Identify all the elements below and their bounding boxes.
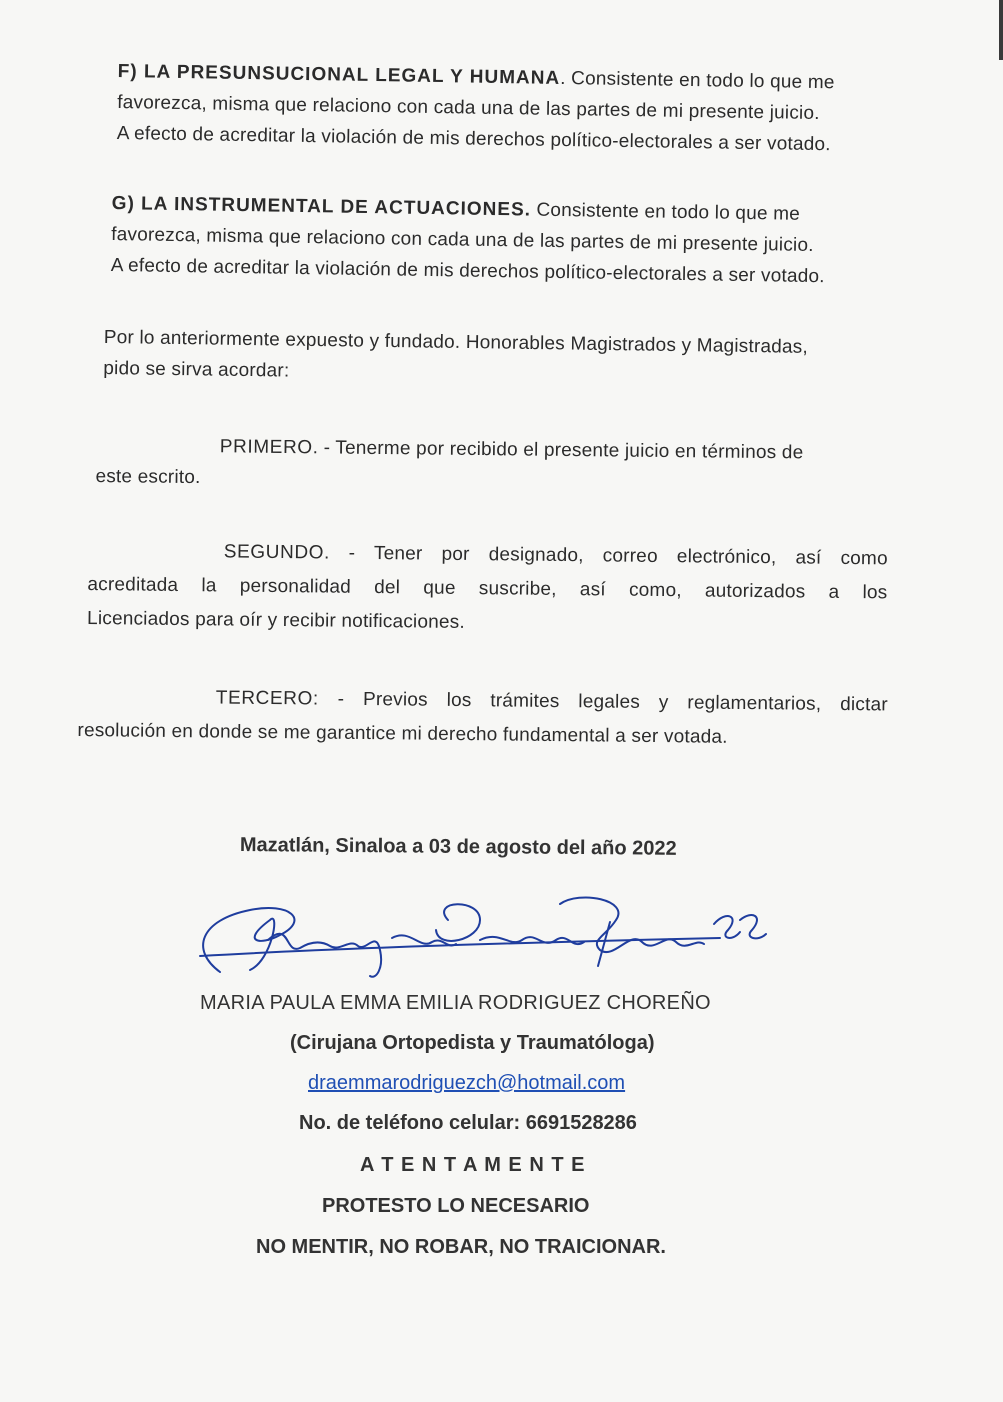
tercero-paragraph bbox=[77, 680, 888, 756]
segundo-paragraph bbox=[87, 534, 888, 644]
segundo-line2: acreditada la personalidad del que suscribe, así como, autorizados a los bbox=[87, 573, 888, 604]
signer-title: (Cirujana Ortopedista y Traumatóloga) bbox=[290, 1032, 655, 1054]
petition-line1: Por lo anteriormente expuesto y fundado. Honorables Magistrados y Magistradas, bbox=[103, 326, 809, 358]
tercero-label: TERCERO: bbox=[215, 687, 319, 710]
email-link[interactable]: draemmarodriguezch@hotmail.com bbox=[308, 1072, 626, 1094]
primero-paragraph bbox=[95, 430, 886, 500]
section-f-heading: F) LA PRESUNSUCIONAL LEGAL Y HUMANA bbox=[117, 60, 561, 89]
section-f-line2: favorezca, misma que relaciono con cada una de las partes de mi presente juicio. bbox=[117, 91, 820, 125]
motto: NO MENTIR, NO ROBAR, NO TRAICIONAR. bbox=[256, 1236, 666, 1258]
section-f bbox=[117, 56, 878, 161]
tercero-text: - Previos los trámites legales y reglamentarios, dictar bbox=[337, 688, 888, 716]
section-g bbox=[111, 188, 880, 293]
signer-name: MARIA PAULA EMMA EMILIA RODRIGUEZ CHOREÑO bbox=[200, 992, 711, 1014]
primero-label: PRIMERO bbox=[219, 436, 313, 459]
protesto: PROTESTO LO NECESARIO bbox=[322, 1195, 590, 1217]
phone-number: No. de teléfono celular: 6691528286 bbox=[299, 1112, 637, 1134]
segundo-line3: Licenciados para oír y recibir notificaciones. bbox=[87, 607, 465, 633]
section-g-heading: G) LA INSTRUMENTAL DE ACTUACIONES. bbox=[111, 192, 532, 221]
tercero-line2: resolución en donde se me garantice mi derecho fundamental a ser votada. bbox=[77, 719, 728, 748]
segundo-text: . - Tener por designado, correo electrónico, así como bbox=[323, 542, 888, 570]
petition-paragraph bbox=[103, 322, 884, 395]
primero-line2: este escrito. bbox=[95, 465, 201, 489]
atentamente: A T E N T A M E N T E bbox=[360, 1154, 586, 1176]
segundo-label: SEGUNDO bbox=[223, 541, 325, 564]
place-date: Mazatlán, Sinaloa a 03 de agosto del año 2022 bbox=[239, 834, 677, 860]
section-f-line3: A efecto de acreditar la violación de mis derechos político-electorales a ser votado. bbox=[116, 122, 831, 156]
section-f-line1: . Consistente en todo lo que me bbox=[560, 67, 835, 94]
section-g-line1: Consistente en todo lo que me bbox=[536, 199, 801, 225]
page-edge-shadow bbox=[999, 0, 1003, 60]
handwritten-signature bbox=[180, 880, 780, 990]
section-g-line2: favorezca, misma que relaciono con cada una de las partes de mi presente juicio. bbox=[111, 223, 814, 257]
petition-line2: pido se sirva acordar: bbox=[103, 357, 290, 382]
section-g-line3: A efecto de acreditar la violación de mis derechos político-electorales a ser votado. bbox=[110, 254, 825, 288]
primero-text: . - Tenerme por recibido el presente juicio en términos de bbox=[312, 437, 804, 464]
